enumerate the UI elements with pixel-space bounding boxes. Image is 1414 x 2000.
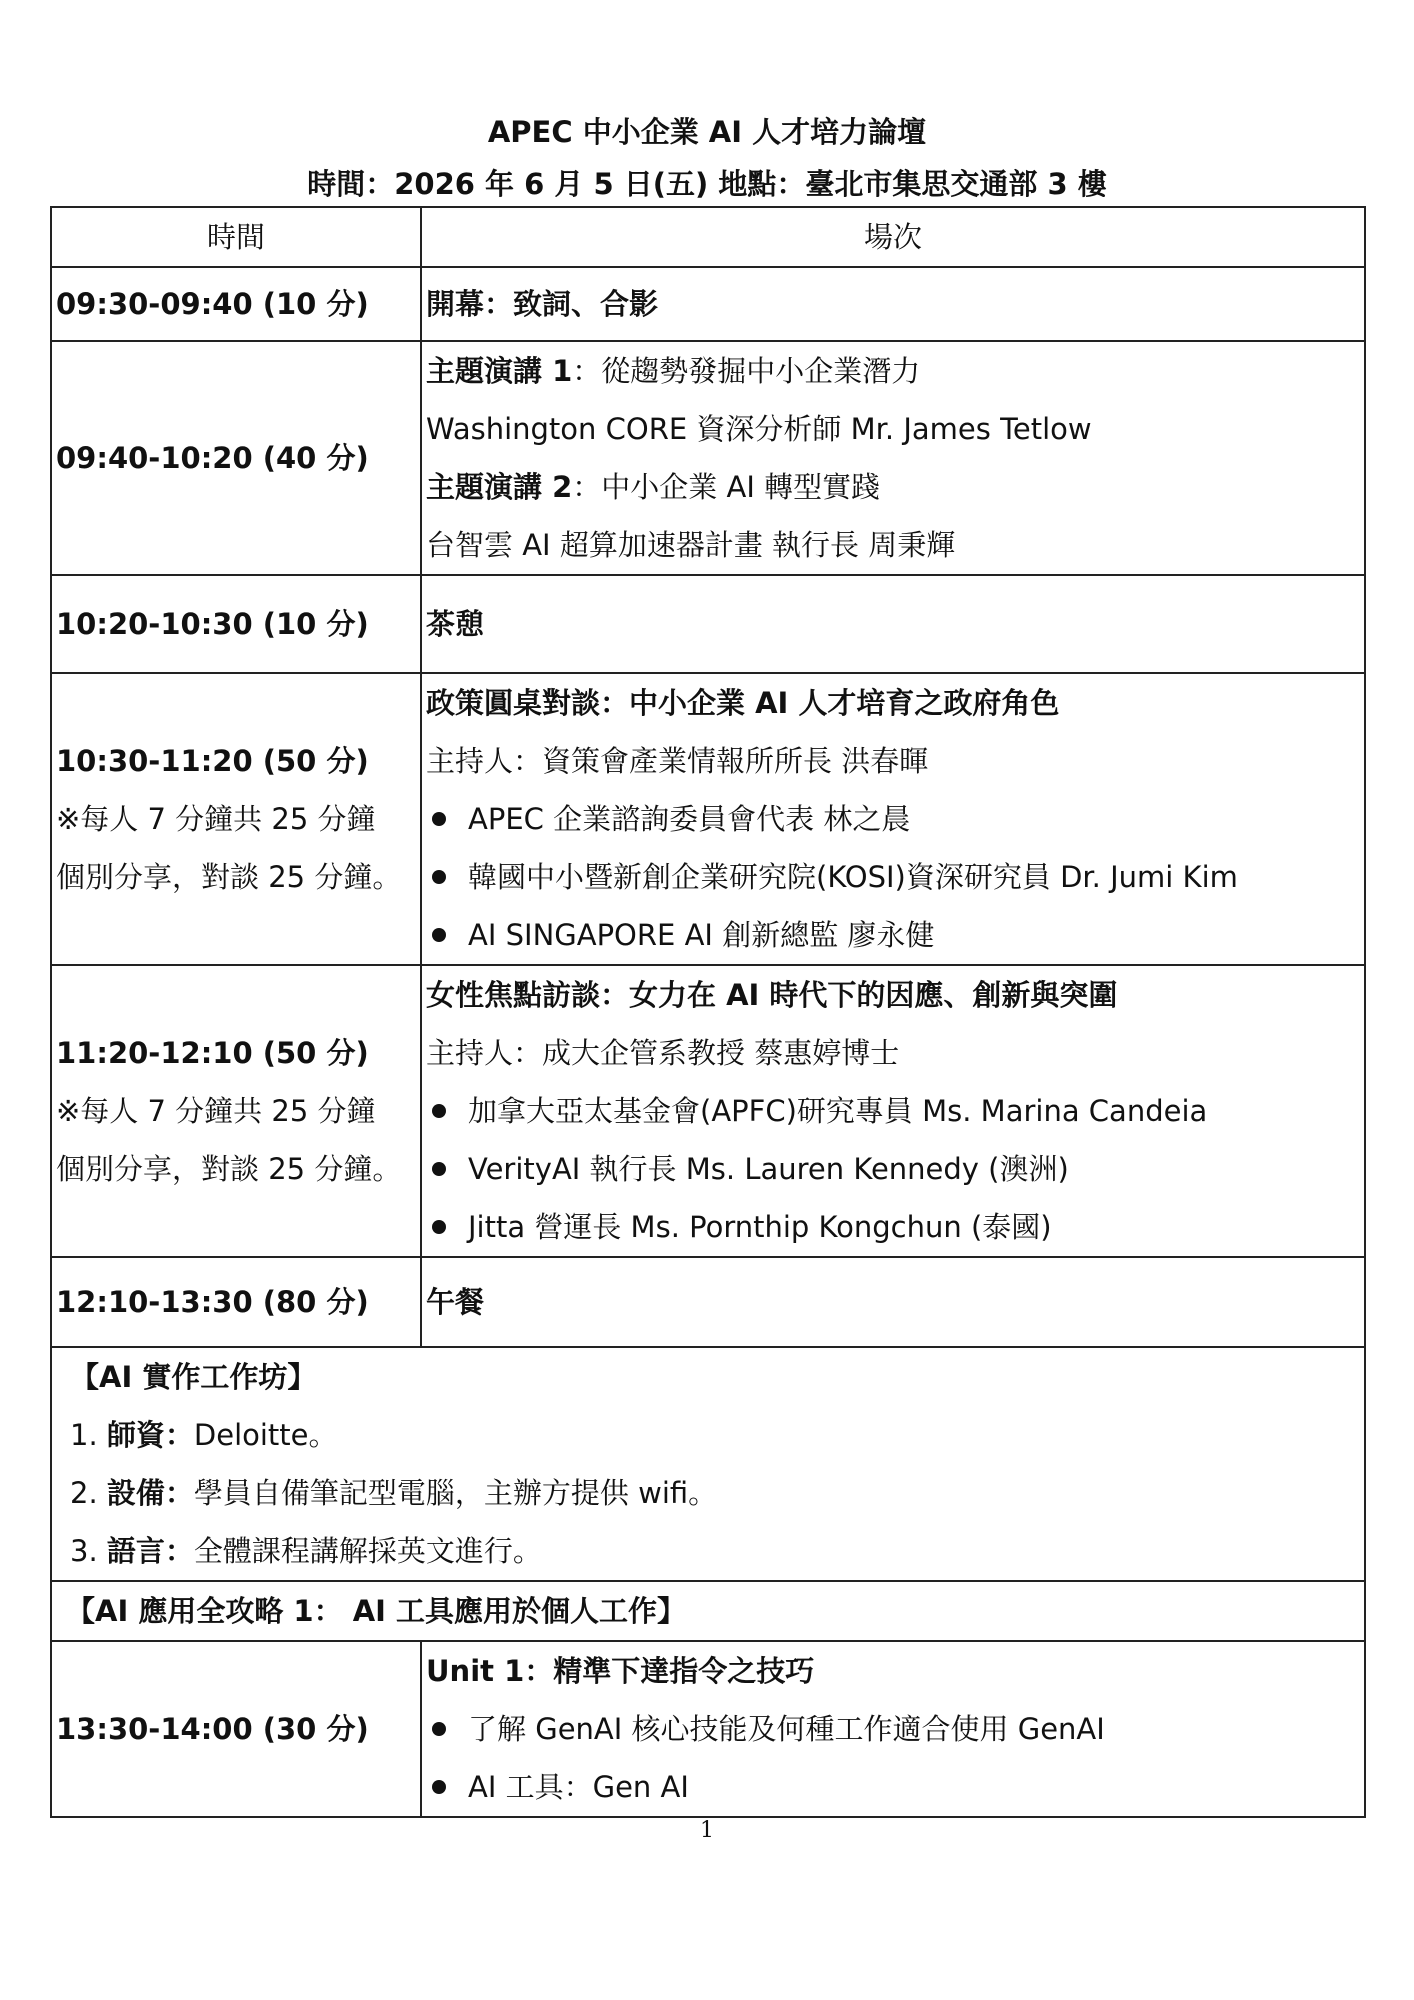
session-cell <box>421 673 1365 965</box>
item-label: 師資： <box>106 1418 194 1452</box>
time-cell: 09:30-09:40 (10 分) <box>51 267 421 341</box>
item-text: Deloitte。 <box>193 1418 338 1452</box>
item-number: 1. <box>70 1418 98 1452</box>
table-row <box>51 1257 1365 1347</box>
keynote-1 <box>426 342 1360 400</box>
item-label: 語言： <box>106 1534 194 1568</box>
session-cell <box>421 1641 1365 1817</box>
panelist: Jitta 營運長 Ms. Pornthip Kongchun (泰國) <box>468 1210 1052 1244</box>
panelist: 韓國中小暨新創企業研究院(KOSI)資深研究員 Dr. Jumi Kim <box>468 860 1238 894</box>
bullet-icon <box>432 1220 446 1234</box>
item-number: 2. <box>70 1476 98 1510</box>
bullet-icon <box>432 870 446 884</box>
list-item <box>426 1140 1360 1198</box>
table-row <box>51 673 1365 965</box>
session-cell: 茶憩 <box>421 575 1365 673</box>
item-label: 設備： <box>106 1476 194 1510</box>
keynote-2 <box>426 458 1360 516</box>
list-item <box>56 1464 1360 1522</box>
column-header-time: 時間 <box>51 207 421 267</box>
list-item <box>426 1082 1360 1140</box>
table-row <box>51 267 1365 341</box>
session-title: Unit 1：精準下達指令之技巧 <box>426 1654 815 1688</box>
page-title: APEC 中小企業 AI 人才培力論壇 <box>487 115 927 149</box>
session-cell <box>421 341 1365 575</box>
session-title: 政策圓桌對談：中小企業 AI 人才培育之政府角色 <box>426 686 1060 720</box>
table-header-row <box>51 207 1365 267</box>
list-item <box>426 1758 1360 1816</box>
item-text: 全體課程講解採英文進行。 <box>193 1534 542 1568</box>
time-label: 11:20-12:10 (50 分) <box>56 1036 369 1070</box>
session-cell: 開幕：致詞、合影 <box>421 267 1365 341</box>
bullet-text: AI 工具：Gen AI <box>468 1770 689 1804</box>
panelist: VerityAI 執行長 Ms. Lauren Kennedy (澳洲) <box>468 1152 1069 1186</box>
page-number: 1 <box>700 1818 714 1843</box>
item-number: 3. <box>70 1534 98 1568</box>
bullet-icon <box>432 1104 446 1118</box>
bullet-icon <box>432 1162 446 1176</box>
list-item <box>426 1198 1360 1256</box>
time-cell <box>51 673 421 965</box>
time-cell: 13:30-14:00 (30 分) <box>51 1641 421 1817</box>
panelist: 加拿大亞太基金會(APFC)研究專員 Ms. Marina Candeia <box>468 1094 1208 1128</box>
bullet-text: 了解 GenAI 核心技能及何種工作適合使用 GenAI <box>468 1712 1105 1746</box>
workshop-row <box>51 1347 1365 1581</box>
time-note: 個別分享，對談 25 分鐘。 <box>56 860 402 894</box>
workshop-title: 【AI 實作工作坊】 <box>70 1360 317 1394</box>
list-item <box>426 848 1360 906</box>
time-cell: 10:20-10:30 (10 分) <box>51 575 421 673</box>
session-host: 主持人：資策會產業情報所所長 洪春暉 <box>426 744 929 778</box>
time-cell: 09:40-10:20 (40 分) <box>51 341 421 575</box>
list-item <box>426 1700 1360 1758</box>
agenda-table <box>50 206 1366 1818</box>
time-note: 個別分享，對談 25 分鐘。 <box>56 1152 402 1186</box>
page-subtitle: 時間：2026 年 6 月 5 日(五) 地點：臺北市集思交通部 3 樓 <box>307 167 1107 201</box>
list-item <box>56 1522 1360 1580</box>
keynote-2-label: 主題演講 2 <box>426 470 573 504</box>
bullet-icon <box>432 1722 446 1736</box>
table-row <box>51 965 1365 1257</box>
session-cell: 午餐 <box>421 1257 1365 1347</box>
table-row <box>51 1641 1365 1817</box>
panelist: AI SINGAPORE AI 創新總監 廖永健 <box>468 918 935 952</box>
list-item <box>56 1406 1360 1464</box>
bullet-icon <box>432 1780 446 1794</box>
keynote-2-title: ：中小企業 AI 轉型實踐 <box>572 470 881 504</box>
time-note: ※每人 7 分鐘共 25 分鐘 <box>56 1094 376 1128</box>
item-text: 學員自備筆記型電腦，主辦方提供 wifi。 <box>193 1476 718 1510</box>
session-cell <box>421 965 1365 1257</box>
track-row <box>51 1581 1365 1641</box>
track-title: 【AI 應用全攻略 1： AI 工具應用於個人工作】 <box>51 1581 1365 1641</box>
table-row <box>51 575 1365 673</box>
bullet-icon <box>432 928 446 942</box>
session-title: 女性焦點訪談：女力在 AI 時代下的因應、創新與突圍 <box>426 978 1118 1012</box>
panelist: APEC 企業諮詢委員會代表 林之晨 <box>468 802 911 836</box>
bullet-icon <box>432 812 446 826</box>
table-row <box>51 341 1365 575</box>
keynote-1-label: 主題演講 1 <box>426 354 573 388</box>
time-note: ※每人 7 分鐘共 25 分鐘 <box>56 802 376 836</box>
keynote-1-speaker: Washington CORE 資深分析師 Mr. James Tetlow <box>426 412 1092 446</box>
workshop-cell <box>51 1347 1365 1581</box>
time-cell <box>51 965 421 1257</box>
list-item <box>426 790 1360 848</box>
time-cell: 12:10-13:30 (80 分) <box>51 1257 421 1347</box>
list-item <box>426 906 1360 964</box>
session-host: 主持人：成大企管系教授 蔡惠婷博士 <box>426 1036 900 1070</box>
column-header-session: 場次 <box>421 207 1365 267</box>
time-label: 10:30-11:20 (50 分) <box>56 744 369 778</box>
keynote-2-speaker: 台智雲 AI 超算加速器計畫 執行長 周秉輝 <box>426 528 956 562</box>
keynote-1-title: ：從趨勢發掘中小企業潛力 <box>572 354 921 388</box>
